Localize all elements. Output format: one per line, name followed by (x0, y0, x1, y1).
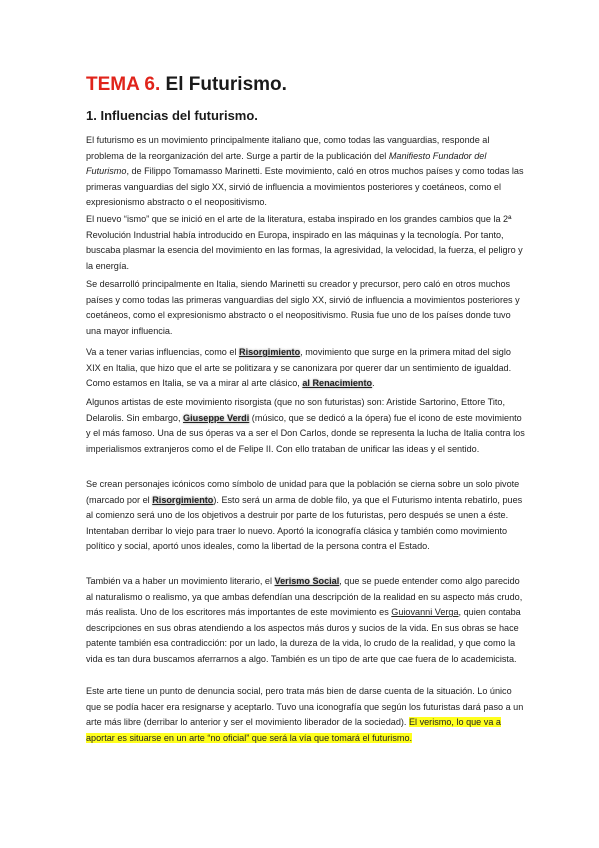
p6-text-a: Se crean personajes icónicos como símbolo de unidad para que la población se cierna sobre un solo pivote (marcado por el (86, 479, 520, 505)
p1-text-c: , de Filippo Tomamasso Marinetti. Este movimiento, caló en otros muchos países y como todas las primeras vanguardias del siglo XX, sirvió de influencia a movimientos posteriores y coetáneos, como el expresionismo abstracto o el neopositivismo. (86, 166, 524, 208)
verismo-social-term: Verismo Social (274, 576, 340, 586)
paragraph-2 (86, 212, 526, 274)
risorgimiento-term: Risorgimiento (239, 347, 301, 357)
title-text: El Futurismo. (160, 74, 287, 95)
paragraph-7 (86, 574, 526, 668)
title-number: TEMA 6. (86, 74, 161, 95)
guiovanni-verga-term: Guiovanni Verga (391, 607, 459, 618)
p4-text-a: Va a tener varias influencias, como el (86, 347, 239, 357)
p4-text-e: . (372, 378, 375, 389)
paragraph-6 (86, 477, 526, 555)
giuseppe-verdi-term: Giuseppe Verdi (183, 412, 250, 423)
section-heading: 1. Influencias del futurismo. (86, 108, 258, 123)
p2-text: El nuevo “ismo” que se inició en el arte de la literatura, estaba inspirado en los grandes cambios que la 2ª Revolución Industrial había introducido en Europa, inspirado en las máquinas y la tecnología. Por tanto, buscaba plasmar la esencia del movimiento en las formas, la agresividad, la velocidad, la fuerza, el peligro y la energía. (86, 214, 523, 271)
renacimiento-term: al Renacimiento (302, 378, 373, 389)
p6-text-c: ). Esto será un arma de doble filo, ya que el Futurismo intenta rebatirlo, pues al comienzo será uno de los objetivos a destruir por parte de los futuristas, pero después se unen a éste. Intentaban derribar lo viejo para traer lo nuevo. Aportó la iconografía clásica y también como movimiento político y social, aportó unos ideales, como la libertad de la persona contra el Estado. (86, 494, 523, 552)
highlighted-conclusion: El verismo, lo que va a aportar es situarse en un arte “no oficial” que será la vía que tomará el futurismo. (86, 717, 501, 743)
p1-text-a: El futurismo es un movimiento principalmente italiano que, como todas las vanguardias, responde al problema de la reorganización del arte. Surge a partir de la publicación del (86, 135, 490, 161)
manifesto-title: Manifiesto Fundador del Futurismo (86, 150, 487, 177)
p4-text-c: , movimiento que surge en la primera mitad del siglo XIX en Italia, que hizo que el arte se politizara y se canonizara por querer dar un sentimiento de igualdad. Como estamos en Italia, se va a mirar al arte clásico, (86, 347, 512, 389)
p8-text-a: Este arte tiene un punto de denuncia social, pero trata más bien de darse cuenta de la situación. Lo único que se podía hacer era resignarse y aceptarlo. Tuvo una iconografía que según los futuristas dará paso a un arte más libre (derribar lo anterior y ser el movimiento liberador de la sociedad). (86, 686, 524, 728)
p7-text-a: También va a haber un movimiento literario, el (86, 576, 275, 586)
p7-text-e: , quien contaba descripciones en sus obras atendiendo a los aspectos más duros y sucios de la vida. En sus obras se hace patente también esa contradicción: por un lado, la dureza de la vida, lo crudo de la realidad, y que como la vida es tan dura buscamos aferrarnos a algo. También es un tipo de arte que cae fuera de lo academicista. (86, 607, 521, 664)
paragraph-8 (86, 684, 526, 746)
p3-text: Se desarrolló principalmente en Italia, siendo Marinetti su creador y precursor, pero caló en otros muchos países y como todas las primeras vanguardias del siglo XX, sirvió de influencia a movimientos posteriores y coetáneos, como el expresionismo abstracto o el neopositivismo. Rusia fue uno de los países donde tuvo una mayor influencia. (86, 279, 520, 336)
p5-text-a: Algunos artistas de este movimiento risorgista (que no son futuristas) son: Aristide Sartorino, Ettore Tito, Delarolis. Sin embargo, (86, 397, 506, 423)
paragraph-5 (86, 395, 526, 457)
page-title (86, 74, 287, 96)
paragraph-4 (86, 345, 526, 392)
p5-text-c: (músico, que se dedicó a la ópera) fue el icono de este movimiento y el más famoso. Una de sus óperas va a ser el Don Carlos, donde se representa la lucha de Italia contra los imperialismos extranjeros como el de Felipe II. Con ello trataban de unificar las ideas y el sentido. (86, 412, 525, 454)
paragraph-1 (86, 133, 526, 211)
paragraph-3 (86, 277, 526, 339)
risorgimiento-term-2: Risorgimiento (152, 494, 214, 505)
p7-text-c: , que se puede entender como algo parecido al naturalismo o realismo, ya que ambas defendían una descripción de la realidad en su aspecto más crudo, más realista. Uno de los escritores más importantes de este movimiento es (86, 576, 523, 618)
